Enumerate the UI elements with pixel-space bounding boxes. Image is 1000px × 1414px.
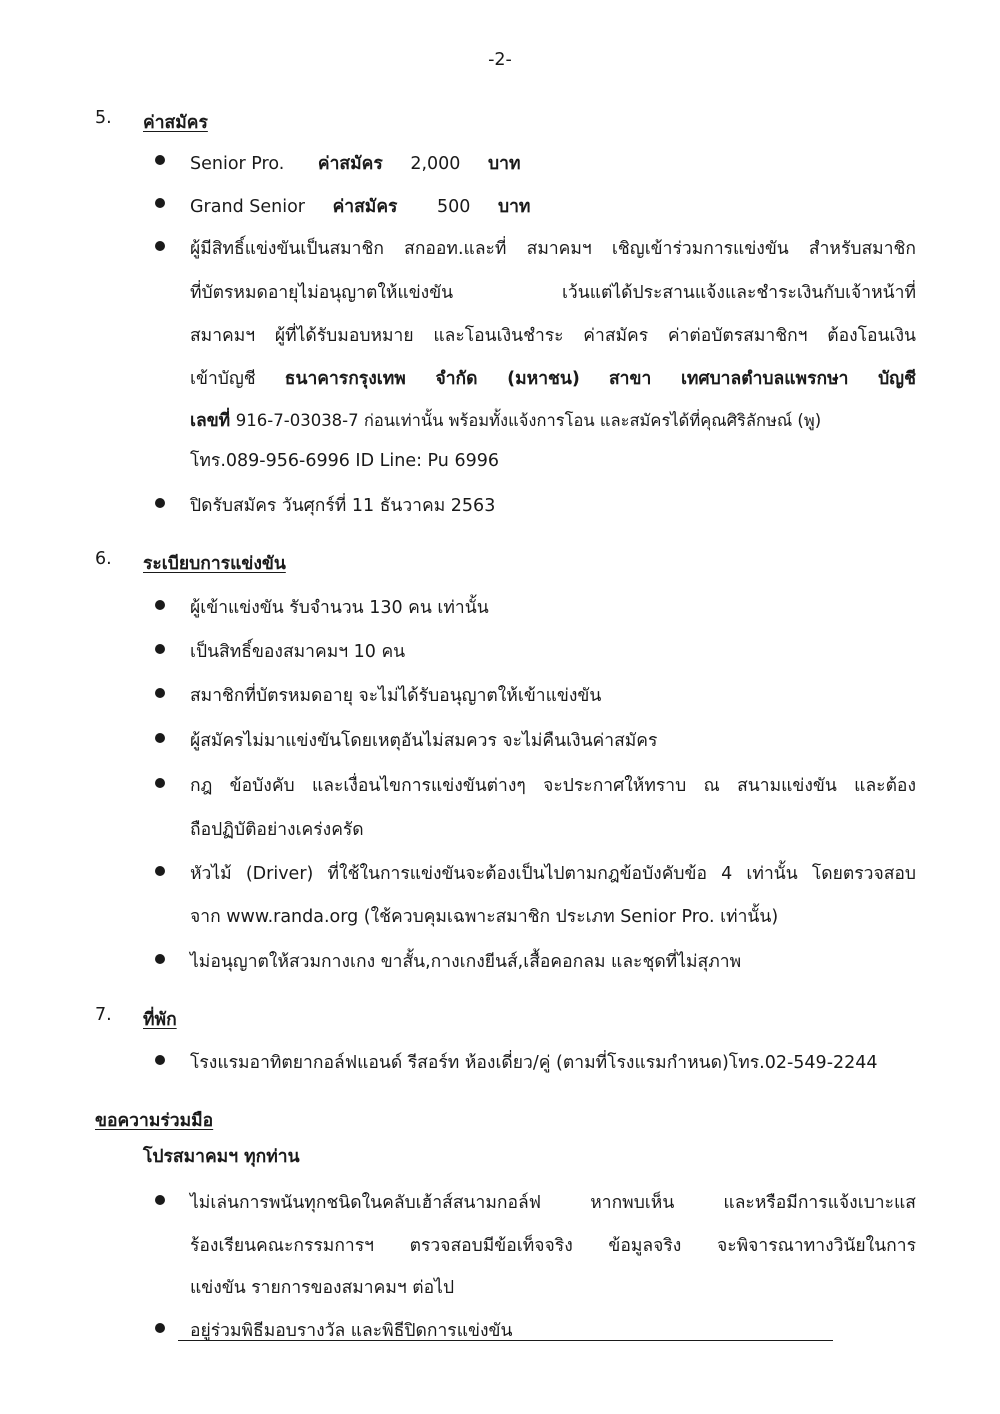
hotel-info: โรงแรมอาทิตยากอล์ฟแอนด์ รีสอร์ท ห้องเดี่ยว/คู่ (ตามที่โรงแรมกำหนด)โทร.02-549-2244 <box>190 1053 878 1073</box>
account-label: เลขที่ <box>190 411 231 431</box>
fee-unit: บาท <box>497 197 531 217</box>
bullet-icon <box>155 1323 165 1333</box>
paragraph-line: สมาคมฯ ผู้ที่ได้รับมอบหมาย และโอนเงินชำระ ค่าสมัคร ค่าต่อบัตรสมาชิกฯ ต้องโอนเงิน <box>190 326 916 346</box>
bank-prefix: เข้าบัญชี <box>190 369 256 389</box>
section-5-number: 5. <box>95 108 112 128</box>
fee-amount: 500 <box>437 197 471 217</box>
bullet-icon <box>155 241 165 251</box>
list-item: เป็นสิทธิ์ของสมาคมฯ 10 คน <box>190 642 406 662</box>
account-line <box>190 406 916 434</box>
section-6-number: 6. <box>95 549 112 569</box>
page-number: -2- <box>488 50 512 70</box>
driver-line: จาก www.randa.org (ใช้ควบคุมเฉพาะสมาชิก ประเภท Senior Pro. เท่านั้น) <box>190 907 779 927</box>
fee-name: Grand Senior <box>190 197 305 217</box>
fee-label: ค่าสมัคร <box>332 197 398 217</box>
bank-line <box>190 364 916 392</box>
bullet-icon <box>155 1055 165 1065</box>
rules-line: กฎ ข้อบังคับ และเงื่อนไขการแข่งขันต่างๆ จะประกาศให้ทราบ ณ สนามแข่งขัน และต้อง <box>190 776 916 796</box>
bullet-icon <box>155 733 165 743</box>
cooperation-heading: ขอความร่วมมือ <box>95 1111 214 1131</box>
list-item: สมาชิกที่บัตรหมดอายุ จะไม่ได้รับอนุญาตให้เข้าแข่งขัน <box>190 686 602 706</box>
bullet-icon <box>155 600 165 610</box>
bullet-icon <box>155 688 165 698</box>
footer-rule <box>178 1340 833 1341</box>
fee-grand-senior <box>190 192 530 220</box>
bank-branch: สาขา เทศบาลตำบลแพรกษา บัญชี <box>609 369 916 389</box>
list-item: ผู้สมัครไม่มาแข่งขันโดยเหตุอันไม่สมควร จะไม่คืนเงินค่าสมัคร <box>190 731 658 751</box>
bullet-icon <box>155 1195 165 1205</box>
bullet-icon <box>155 778 165 788</box>
fee-label: ค่าสมัคร <box>317 154 383 174</box>
bullet-icon <box>155 498 165 508</box>
list-item: ผู้เข้าแข่งขัน รับจำนวน 130 คน เท่านั้น <box>190 598 489 618</box>
bank-name: ธนาคารกรุงเทพ จำกัด (มหาชน) <box>284 369 580 389</box>
section-7-number: 7. <box>95 1005 112 1025</box>
ceremony-note: อยู่ร่วมพิธีมอบรางวัล และพิธีปิดการแข่งขัน <box>190 1321 513 1341</box>
closing-date: ปิดรับสมัคร วันศุกร์ที่ 11 ธันวาคม 2563 <box>190 496 496 516</box>
contact-line: โทร.089-956-6996 ID Line: Pu 6996 <box>190 451 499 471</box>
cooperation-subheading: โปรสมาคมฯ ทุกท่าน <box>143 1147 300 1167</box>
gamble-line: ไม่เล่นการพนันทุกชนิดในคลับเฮ้าส์สนามกอล์ฟ หากพบเห็น และหรือมีการแจ้งเบาะแส <box>190 1193 916 1213</box>
section-5-heading: ค่าสมัคร <box>143 113 208 133</box>
bullet-icon <box>155 644 165 654</box>
fee-name: Senior Pro. <box>190 154 285 174</box>
dress-code: ไม่อนุญาตให้สวมกางเกง ขาสั้น,กางเกงยีนส์,เสื้อคอกลม และชุดที่ไม่สุภาพ <box>190 952 742 972</box>
bullet-icon <box>155 866 165 876</box>
driver-line: หัวไม้ (Driver) ที่ใช้ในการแข่งขันจะต้องเป็นไปตามกฎข้อบังคับข้อ 4 เท่านั้น โดยตรวจสอบ <box>190 864 916 884</box>
paragraph-line: ที่บัตรหมดอายุไม่อนุญาตให้แข่งขัน เว้นแต่ได้ประสานแจ้งและชำระเงินกับเจ้าหน้าที่ <box>190 283 916 303</box>
fee-amount: 2,000 <box>410 154 461 174</box>
rules-line: ถือปฏิบัติอย่างเคร่งครัด <box>190 820 364 840</box>
fee-unit: บาท <box>488 154 521 174</box>
paragraph-line: ผู้มีสิทธิ์แข่งขันเป็นสมาชิก สกออท.และที่ สมาคมฯ เชิญเข้าร่วมการแข่งขัน สำหรับสมาชิก <box>190 239 916 259</box>
fee-senior-pro <box>190 149 521 177</box>
gamble-line: แข่งขัน รายการของสมาคมฯ ต่อไป <box>190 1278 455 1298</box>
bullet-icon <box>155 954 165 964</box>
section-6-heading: ระเบียบการแข่งขัน <box>143 554 286 574</box>
section-7-heading: ที่พัก <box>143 1010 177 1030</box>
gamble-line: ร้องเรียนคณะกรรมการฯ ตรวจสอบมีข้อเท็จจริง ข้อมูลจริง จะพิจารณาทางวินัยในการ <box>190 1236 916 1256</box>
bullet-icon <box>155 198 165 208</box>
account-details: 916-7-03038-7 ก่อนเท่านั้น พร้อมทั้งแจ้งการโอน และสมัครได้ที่คุณศิริลักษณ์ (พู) <box>235 411 822 430</box>
bullet-icon <box>155 155 165 165</box>
